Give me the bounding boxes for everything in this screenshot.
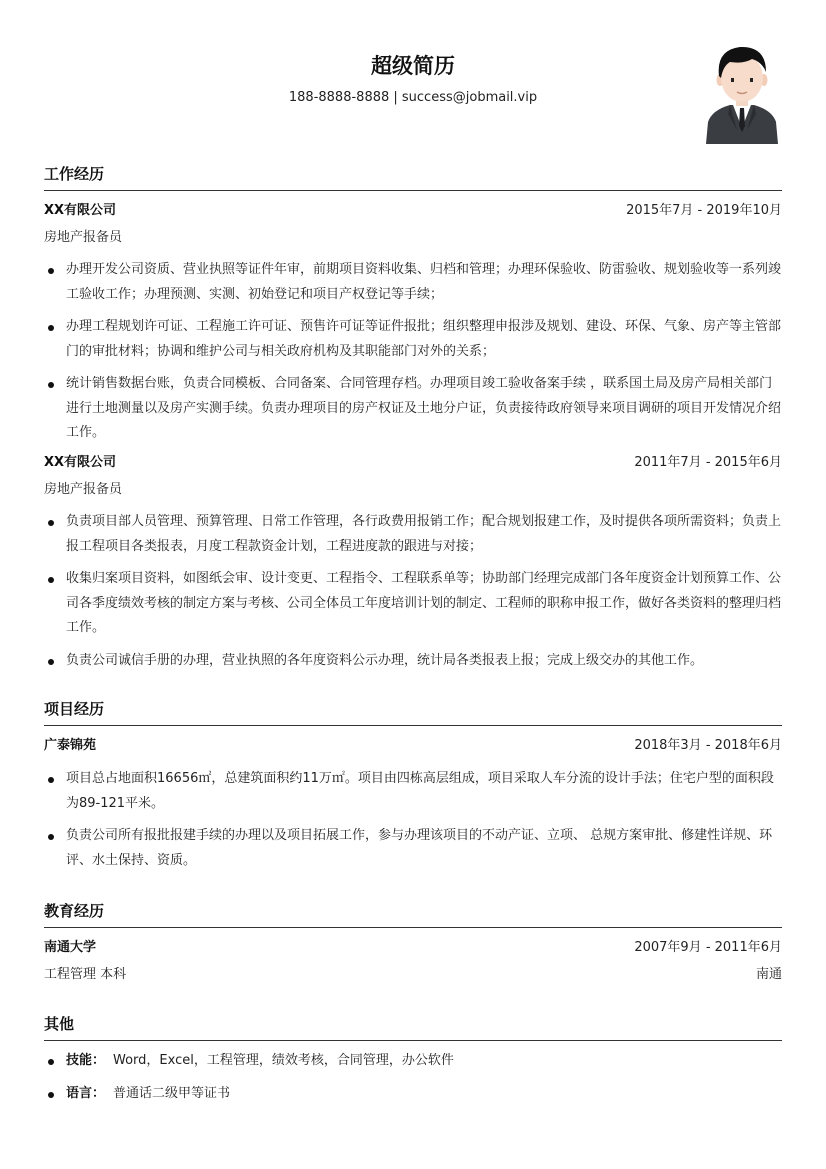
list-item	[44, 1049, 782, 1074]
project-bullets	[44, 767, 782, 881]
list-item: 统计销售数据台账，负责合同模板、合同备案、合同管理存档。办理项目竣工验收备案手续 ，联系国土局及房产局相关部门进行土地测量以及房产实测手续。负责办理项目的房产权证及土地分户证，负责接待政府领导来项目调研的项目开发情况介绍工作。	[44, 372, 782, 446]
other-bullets	[44, 1049, 782, 1114]
resume-header	[0, 0, 826, 150]
section-title-project: 项目经历	[44, 699, 782, 726]
section-title-education: 教育经历	[44, 901, 782, 928]
education-header	[44, 939, 782, 957]
project-period: 2018年3月 - 2018年6月	[634, 738, 782, 753]
language-label: 语言：	[66, 1085, 106, 1101]
list-item	[44, 1082, 782, 1107]
list-item: 项目总占地面积16656㎡，总建筑面积约11万㎡。项目由四栋高层组成，项目采取人车分流的设计手法；住宅户型的面积段为89-121平米。	[44, 767, 782, 816]
job-role: 房地产报备员	[44, 230, 123, 245]
education-period: 2007年9月 - 2011年6月	[634, 940, 782, 955]
section-title-work: 工作经历	[44, 164, 782, 191]
candidate-name: 超级简历	[371, 54, 455, 78]
list-item: 收集归案项目资料，如图纸会审、设计变更、工程指令、工程联系单等；协助部门经理完成部门各年度资金计划预算工作、公司各季度绩效考核的制定方案与考核、公司全体员工年度培训计划的制定、工程师的职称申报工作，做好各类资料的整理归档工作。	[44, 567, 782, 641]
school-name: 南通大学	[44, 940, 97, 955]
job-header-2	[44, 454, 782, 472]
job-role: 房地产报备员	[44, 482, 123, 497]
skills-value: Word，Excel，工程管理，绩效考核，合同管理，办公软件	[113, 1053, 454, 1068]
project-name: 广泰锦苑	[44, 738, 97, 753]
list-item: 负责公司所有报批报建手续的办理以及项目拓展工作，参与办理该项目的不动产证、立项、 总规方案审批、修建性详规、环评、水土保持、资质。	[44, 824, 782, 873]
job-company: XX有限公司	[44, 455, 117, 470]
contact-info: 188-8888-8888 | success@jobmail.vip	[288, 90, 538, 105]
job-company: XX有限公司	[44, 203, 117, 218]
list-item: 负责项目部人员管理、预算管理、日常工作管理，各行政费用报销工作；配合规划报建工作，及时提供各项所需资料；负责上报工程项目各类报表，月度工程款资金计划，工程进度款的跟进与对接；	[44, 510, 782, 559]
list-item: 办理开发公司资质、营业执照等证件年审，前期项目资料收集、归档和管理；办理环保验收、防雷验收、规划验收等一系列竣工验收工作；办理预测、实测、初始登记和项目产权登记等手续；	[44, 258, 782, 307]
project-header	[44, 737, 782, 755]
section-title-other: 其他	[44, 1014, 782, 1041]
skills-label: 技能：	[66, 1053, 106, 1068]
list-item: 办理工程规划许可证、工程施工许可证、预售许可证等证件报批；组织整理申报涉及规划、建设、环保、气象、房产等主管部门的审批材料；协调和维护公司与相关政府机构及其职能部门对外的关系；	[44, 315, 782, 364]
list-item: 负责公司诚信手册的办理，营业执照的各年度资料公示办理，统计局各类报表上报；完成上级交办的其他工作。	[44, 649, 782, 674]
job-header-1	[44, 202, 782, 220]
education-detail	[44, 966, 782, 984]
school-location: 南通	[755, 967, 782, 982]
avatar	[704, 42, 780, 144]
language-value: 普通话二级甲等证书	[113, 1085, 231, 1101]
job-bullets-2	[44, 510, 782, 681]
job-period: 2015年7月 - 2019年10月	[626, 203, 782, 218]
major-degree: 工程管理 本科	[44, 967, 127, 982]
job-period: 2011年7月 - 2015年6月	[634, 455, 782, 470]
job-bullets-1	[44, 258, 782, 454]
